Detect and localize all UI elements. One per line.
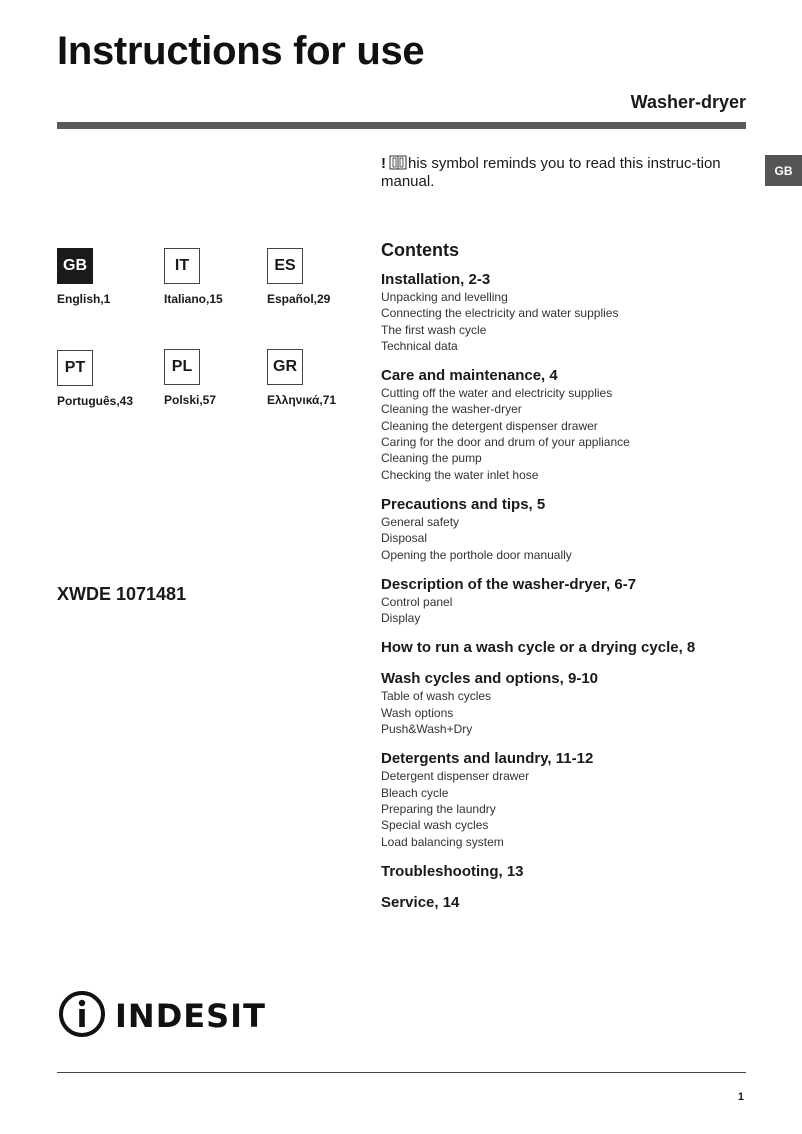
language-pl[interactable]	[164, 349, 274, 407]
header-rule	[57, 122, 746, 129]
section-item[interactable]: Checking the water inlet hose	[381, 467, 539, 482]
contents-section	[381, 639, 751, 657]
language-code: PL	[164, 349, 200, 385]
section-item[interactable]: Detergent dispenser drawer	[381, 769, 530, 784]
section-item[interactable]: General safety	[381, 514, 460, 529]
section-item[interactable]: Unpacking and levelling	[381, 290, 508, 304]
section-item[interactable]: Cleaning the detergent dispenser drawer	[381, 418, 598, 433]
contents-heading: Contents	[381, 240, 459, 260]
section-item[interactable]: The first wash cycle	[381, 322, 487, 337]
contents-section	[381, 367, 751, 483]
section-item[interactable]: Special wash cycles	[381, 818, 489, 833]
contents-section	[381, 750, 751, 849]
product-type: Washer-dryer	[630, 92, 746, 112]
notice-text: his symbol reminds you to read this instruc-tion manual.	[381, 155, 721, 190]
section-title[interactable]: Detergents and laundry, 11-12	[381, 750, 594, 768]
language-label: Português,43	[57, 394, 134, 408]
contents-section	[381, 496, 751, 563]
section-item[interactable]: Opening the porthole door manually	[381, 547, 572, 562]
language-es[interactable]	[267, 248, 377, 306]
section-item[interactable]: Caring for the door and drum of your appliance	[381, 435, 630, 450]
language-pt[interactable]	[57, 350, 167, 408]
section-item[interactable]: Table of wash cycles	[381, 689, 492, 704]
contents-section	[381, 863, 751, 881]
indesit-logo-icon	[57, 989, 107, 1044]
section-title[interactable]: Wash cycles and options, 9-10	[381, 670, 599, 688]
language-label: Español,29	[267, 292, 331, 306]
language-gr[interactable]	[267, 349, 377, 407]
page-number: 1	[737, 1091, 744, 1103]
section-item[interactable]: Control panel	[381, 594, 453, 609]
brand-name: INDESIT	[115, 997, 266, 1035]
manual-notice	[381, 155, 741, 191]
language-code: PT	[57, 350, 93, 386]
language-code: ES	[267, 248, 303, 284]
language-gb[interactable]	[57, 248, 167, 306]
language-it[interactable]	[164, 248, 274, 306]
language-code: GR	[267, 349, 303, 385]
section-item[interactable]: Bleach cycle	[381, 785, 449, 800]
section-item[interactable]: Preparing the laundry	[381, 801, 496, 816]
brand-logo	[57, 990, 266, 1042]
table-of-contents	[381, 240, 751, 925]
book-icon	[389, 155, 407, 170]
section-title[interactable]: Troubleshooting, 13	[381, 862, 524, 880]
section-item[interactable]: Push&Wash+Dry	[381, 722, 473, 737]
section-title[interactable]: How to run a wash cycle or a drying cycle, 8	[381, 639, 696, 657]
contents-section	[381, 670, 751, 737]
contents-sections	[381, 271, 751, 912]
contents-section	[381, 271, 751, 354]
language-label: Italiano,15	[164, 292, 223, 306]
language-side-tab: GB	[765, 155, 802, 186]
section-item[interactable]: Cleaning the pump	[381, 451, 482, 466]
contents-section	[381, 576, 751, 627]
contents-section	[381, 894, 751, 912]
footer-rule	[57, 1072, 746, 1073]
model-number: XWDE 1071481	[57, 584, 187, 604]
language-code: IT	[164, 248, 200, 284]
section-item[interactable]: Cutting off the water and electricity supplies	[381, 386, 613, 401]
language-label: Ελληνικά,71	[267, 393, 337, 407]
section-item[interactable]: Connecting the electricity and water supplies	[381, 306, 619, 321]
section-item[interactable]: Load balancing system	[381, 834, 504, 849]
section-item[interactable]: Technical data	[381, 338, 458, 353]
section-title[interactable]: Installation, 2-3	[381, 271, 491, 288]
section-title[interactable]: Description of the washer-dryer, 6-7	[381, 575, 637, 593]
section-title[interactable]: Care and maintenance, 4	[381, 367, 558, 385]
section-item[interactable]: Wash options	[381, 705, 454, 720]
section-item[interactable]: Disposal	[381, 531, 428, 546]
section-item[interactable]: Cleaning the washer-dryer	[381, 402, 522, 417]
language-label: Polski,57	[164, 393, 217, 407]
section-item[interactable]: Display	[381, 611, 421, 626]
section-title[interactable]: Precautions and tips, 5	[381, 495, 546, 513]
document-title: Instructions for use	[57, 29, 425, 73]
section-title[interactable]: Service, 14	[381, 893, 460, 911]
language-code: GB	[57, 248, 93, 284]
notice-mark: !	[381, 155, 386, 172]
language-label: English,1	[57, 292, 111, 306]
